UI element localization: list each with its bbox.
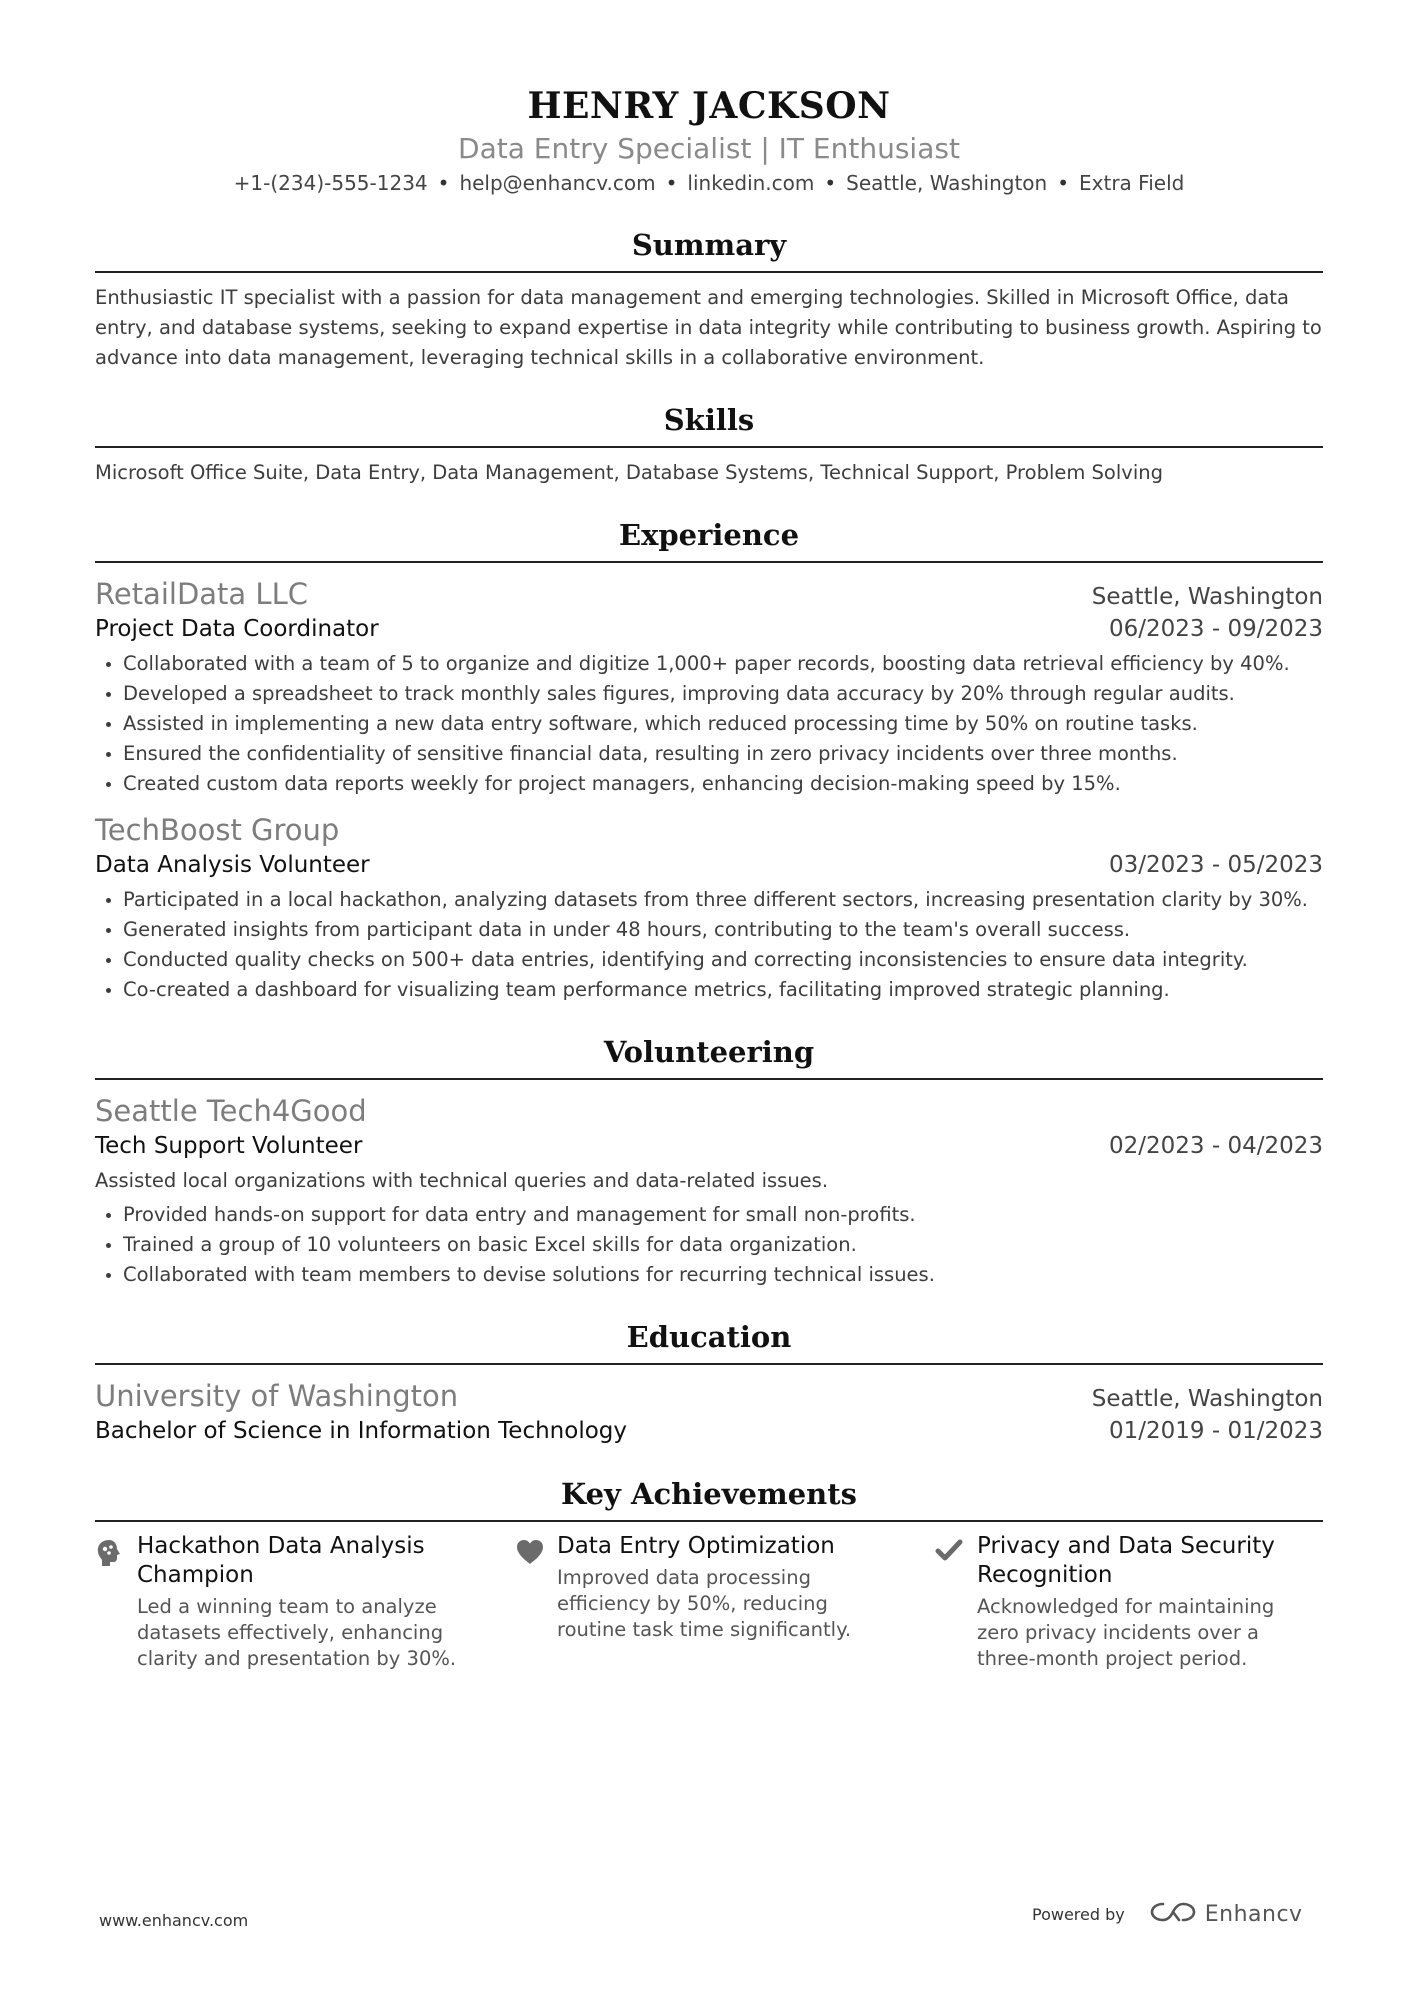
contact-extra: Extra Field [1079,171,1185,195]
achievement-description: Improved data processing efficiency by 50%, reducing routine task time significantly. [557,1566,852,1641]
volunteering-section [95,1033,1323,1290]
volunteer-role: Tech Support Volunteer [95,1133,363,1159]
achievement-item [515,1532,901,1672]
resume-content [95,84,1323,1672]
bullet-item: • Ensured the confidentiality of sensitive financial data, resulting in zero privacy incidents over three months. [123,739,1323,769]
bullet-item: • Participated in a local hackathon, analyzing datasets from three different sectors, increasing presentation clarity by 30%. [123,885,1323,915]
entry-dates: 01/2019 - 01/2023 [1108,1418,1323,1444]
bullet-item: • Assisted in implementing a new data entry software, which reduced processing time by 50% on routine tasks. [123,709,1323,739]
bullet-list [95,1200,1323,1290]
summary-text: Enthusiastic IT specialist with a passion for data management and emerging technologies. Skilled in Microsoft Office, data entry, and database systems, seeking to expand expertise in data integrity while contributing to business growth. Aspiring to advance into data management, leveraging technical skills in a collaborative environment. [95,286,1322,369]
degree: Bachelor of Science in Information Technology [95,1418,627,1444]
contact-phone: +1-(234)-555-1234 [233,171,428,195]
enhancv-logo-icon [1149,1900,1197,1928]
entry-description: Assisted local organizations with technical queries and data-related issues. [95,1169,829,1192]
skills-text: Microsoft Office Suite, Data Entry, Data Management, Database Systems, Technical Support, Problem Solving [95,461,1163,484]
organization-name: Seattle Tech4Good [95,1094,367,1128]
education-entry [95,1377,1323,1447]
entry-location: Seattle, Washington [1091,1386,1323,1412]
section-title: Education [95,1318,1323,1365]
achievement-title: Data Entry Optimization [557,1533,835,1559]
footer-branding [1032,1900,1303,1928]
bullet-list [95,649,1323,799]
achievement-item [95,1532,481,1672]
contact-linkedin: linkedin.com [687,171,815,195]
achievements-section [95,1475,1323,1672]
section-title: Summary [95,226,1323,273]
bullet-item: • Co-created a dashboard for visualizing team performance metrics, facilitating improved strategic planning. [123,975,1323,1005]
entry-dates: 02/2023 - 04/2023 [1108,1133,1323,1159]
company-name: TechBoost Group [95,813,340,847]
skills-section [95,401,1323,488]
candidate-headline: Data Entry Specialist | IT Enthusiast [458,132,960,165]
check-icon [935,1532,977,1672]
bullet-item: • Collaborated with team members to devise solutions for recurring technical issues. [123,1260,1323,1290]
separator-dot: • [824,171,837,195]
section-title: Volunteering [95,1033,1323,1080]
bullet-item: • Trained a group of 10 volunteers on basic Excel skills for data organization. [123,1230,1323,1260]
experience-entry [95,811,1323,1005]
footer-website[interactable]: www.enhancv.com [99,1911,249,1930]
experience-section [95,516,1323,1005]
separator-dot: • [665,171,678,195]
section-title: Experience [95,516,1323,563]
bullet-item: • Conducted quality checks on 500+ data entries, identifying and correcting inconsistencies to ensure data integrity. [123,945,1323,975]
achievement-description: Acknowledged for maintaining zero privacy incidents over a three-month project period. [977,1595,1275,1670]
bullet-item: • Generated insights from participant data in under 48 hours, contributing to the team's overall success. [123,915,1323,945]
section-title: Key Achievements [95,1475,1323,1522]
bullet-list [95,885,1323,1005]
powered-by-label: Powered by [1032,1904,1125,1924]
section-title: Skills [95,401,1323,448]
entry-dates: 06/2023 - 09/2023 [1108,616,1323,642]
heart-icon [515,1532,557,1672]
summary-section [95,226,1323,373]
bullet-item: • Provided hands-on support for data entry and management for small non-profits. [123,1200,1323,1230]
brand-name: Enhancv [1204,1901,1303,1927]
education-section [95,1318,1323,1447]
job-title: Project Data Coordinator [95,616,379,642]
contact-location: Seattle, Washington [846,171,1048,195]
company-name: RetailData LLC [95,577,308,611]
brain-icon [95,1532,137,1672]
experience-entry [95,575,1323,799]
separator-dot: • [437,171,450,195]
volunteering-entry [95,1092,1323,1290]
contact-line [95,168,1323,198]
achievement-description: Led a winning team to analyze datasets effectively, enhancing clarity and presentation by 30%. [137,1595,457,1670]
resume-header [95,84,1323,198]
job-title: Data Analysis Volunteer [95,852,370,878]
candidate-name: HENRY JACKSON [527,85,891,127]
achievement-title: Privacy and Data Security Recognition [977,1533,1275,1588]
achievements-grid [95,1532,1323,1672]
bullet-item: • Created custom data reports weekly for project managers, enhancing decision-making speed by 15%. [123,769,1323,799]
achievement-title: Hackathon Data Analysis Champion [137,1533,425,1588]
separator-dot: • [1057,171,1070,195]
contact-email: help@enhancv.com [459,171,656,195]
bullet-item: • Collaborated with a team of 5 to organize and digitize 1,000+ paper records, boosting data retrieval efficiency by 40%. [123,649,1323,679]
bullet-item: • Developed a spreadsheet to track monthly sales figures, improving data accuracy by 20% through regular audits. [123,679,1323,709]
entry-dates: 03/2023 - 05/2023 [1108,852,1323,878]
school-name: University of Washington [95,1379,459,1413]
achievement-item [935,1532,1321,1672]
entry-location: Seattle, Washington [1091,584,1323,610]
